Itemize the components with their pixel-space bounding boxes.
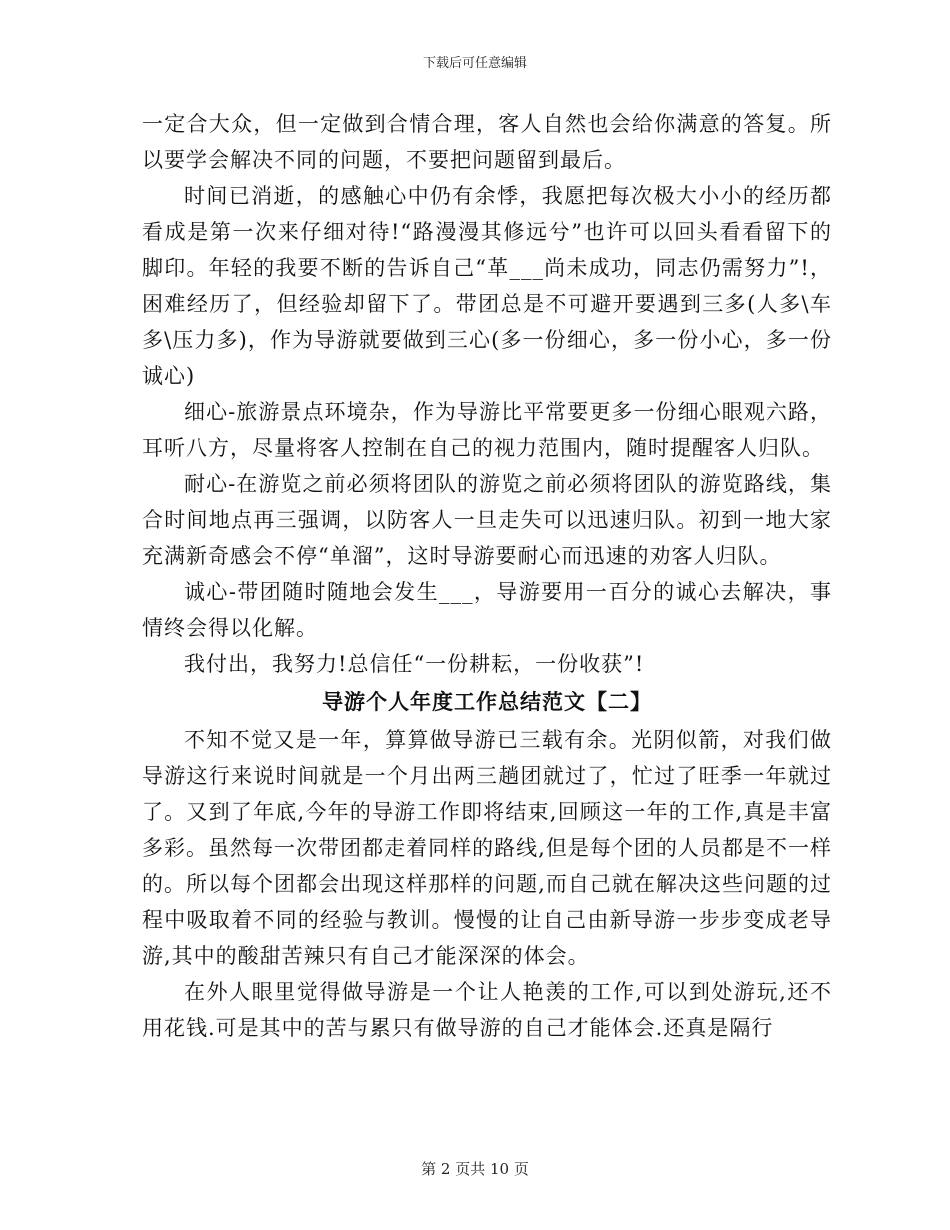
- paragraph-3: 细心-旅游景点环境杂，作为导游比平常要更多一份细心眼观六路，耳听八方，尽量将客人控制在自己的视力范围内，随时提醒客人归队。: [142, 400, 832, 460]
- paragraph-8: 在外人眼里觉得做导游是一个让人艳羡的工作,可以到处游玩,还不用花钱.可是其中的苦与累只有做导游的自己才能体会.还真是隔行: [142, 980, 832, 1040]
- paragraph-6: 我付出，我努力!总信任“一份耕耘，一份收获”!: [184, 652, 645, 676]
- paragraph-4: 耐心-在游览之前必须将团队的游览之前必须将团队的游览路线，集合时间地点再三强调，以防客人一旦走失可以迅速归队。初到一地大家充满新奇感会不停“单溜”，这时导游要耐心而迅速的劝客人归队。: [142, 472, 832, 568]
- page-header-note: 下载后可任意编辑: [422, 56, 527, 71]
- paragraph-2: 时间已消逝，的感触心中仍有余悸，我愿把每次极大小小的经历都看成是第一次来仔细对待!“路漫漫其修远兮”也许可以回头看看留下的脚印。年轻的我要不断的告诉自己“革___尚未成功，同志仍需努力”!，困难经历了，但经验却留下了。带团总是不可避开要遇到三多(人多\车多\压力多)，作为导游就要做到三心(多一份细心，多一份小心，多一份诚心): [142, 184, 832, 388]
- paragraph-7: 不知不觉又是一年，算算做导游已三载有余。光阴似箭，对我们做导游这行来说时间就是一个月出两三趟团就过了，忙过了旺季一年就过了。又到了年底,今年的导游工作即将结束,回顾这一年的工作,真是丰富多彩。虽然每一次带团都走着同样的路线,但是每个团的人员都是不一样的。所以每个团都会出现这样那样的问题,而自己就在解决这些问题的过程中吸取着不同的经验与教训。慢慢的让自己由新导游一步步变成老导游,其中的酸甜苦辣只有自己才能深深的体会。: [142, 728, 832, 968]
- paragraph-1: 一定合大众，但一定做到合情合理，客人自然也会给你满意的答复。所以要学会解决不同的问题，不要把问题留到最后。: [142, 112, 832, 172]
- document-body: [142, 106, 832, 1046]
- page-number: 第 2 页共 10 页: [421, 1160, 529, 1178]
- paragraph-5: 诚心-带团随时随地会发生___，导游要用一百分的诚心去解决，事情终会得以化解。: [142, 580, 832, 640]
- section-heading: 导游个人年度工作总结范文【二】: [322, 690, 652, 714]
